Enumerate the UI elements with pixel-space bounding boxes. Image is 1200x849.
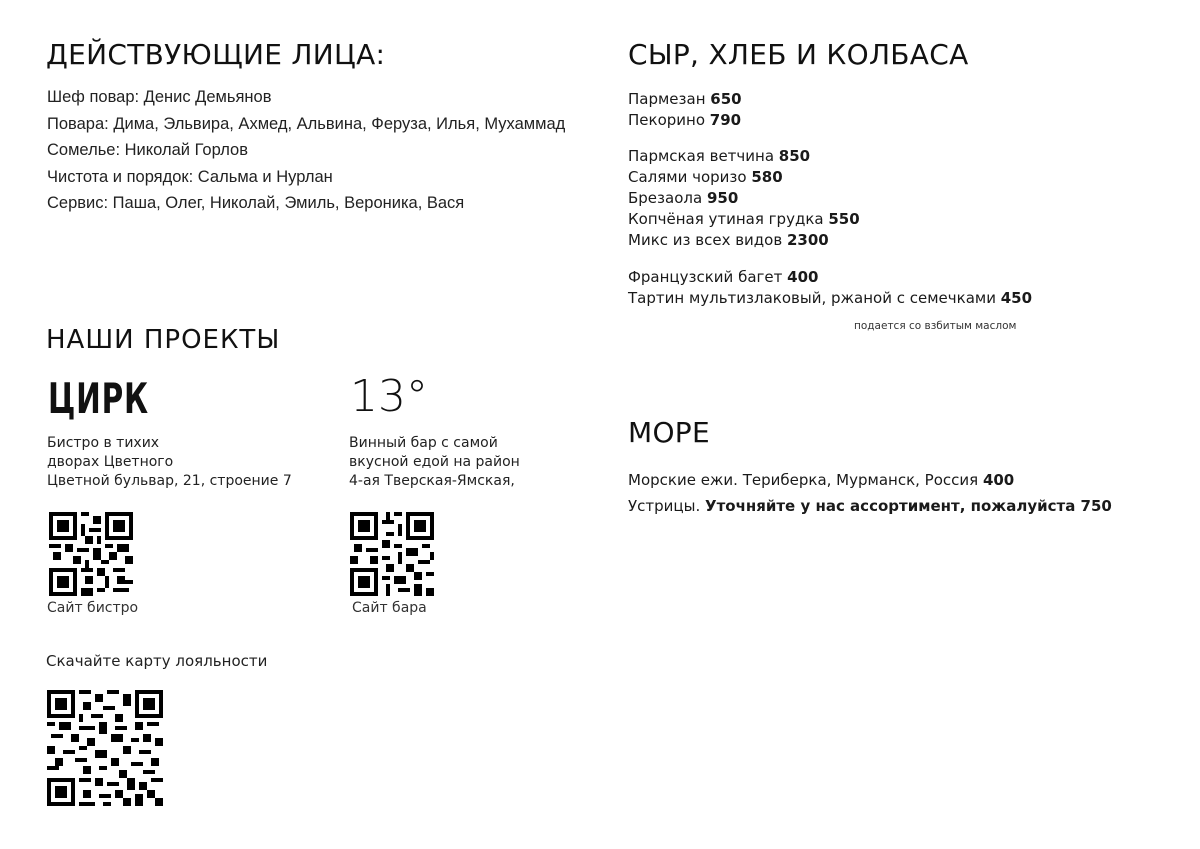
bread-note: подается со взбитым маслом [854, 320, 1017, 332]
cirk-desc-line: Бистро в тихих [47, 435, 160, 451]
menu-item: Пармезан 650 [628, 90, 742, 108]
menu-item: Брезаола 950 [628, 189, 739, 207]
cirk-logo: ЦИРК [48, 374, 149, 423]
menu-item: Копчёная утиная грудка 550 [628, 210, 860, 228]
qr-code-bar[interactable] [350, 512, 434, 596]
menu-item: Салями чоризо 580 [628, 168, 783, 186]
menu-item: Пекорино 790 [628, 111, 742, 129]
qr-code-loyalty[interactable] [47, 690, 163, 806]
cheese-group [628, 89, 742, 131]
charcuterie-group [628, 146, 860, 251]
menu-item: Пармская ветчина 850 [628, 147, 811, 165]
bread-group [628, 267, 1032, 309]
qr-caption-bistro: Сайт бистро [47, 600, 139, 616]
cheese-menu-title: СЫР, ХЛЕБ И КОЛБАСА [628, 38, 969, 71]
staff-line-sommelier: Сомелье: Николай Горлов [47, 141, 248, 159]
bar13-desc-line: вкусной едой на район [349, 454, 520, 470]
menu-item: Французский багет 400 [628, 268, 819, 286]
staff-line-chef: Шеф повар: Денис Демьянов [47, 88, 272, 106]
bar13-desc-line: Винный бар с самой [349, 435, 498, 451]
menu-item: Микс из всех видов 2300 [628, 231, 829, 249]
menu-item: Морские ежи. Териберка, Мурманск, Россия 400 [628, 471, 1015, 489]
cirk-desc-line: Цветной бульвар, 21, строение 7 [47, 473, 292, 489]
staff-line-service: Сервис: Паша, Олег, Николай, Эмиль, Вероника, Вася [47, 194, 465, 212]
projects-title: НАШИ ПРОЕКТЫ [46, 325, 281, 355]
staff-line-cooks: Повара: Дима, Эльвира, Ахмед, Альвина, Феруза, Илья, Мухаммад [47, 114, 566, 133]
menu-item: Тартин мультизлаковый, ржаной с семечками 450 [628, 289, 1033, 307]
sea-group [628, 467, 1112, 519]
bar13-desc-line: 4-ая Тверская-Ямская, [349, 473, 515, 489]
bar13-logo: 13° [350, 371, 428, 422]
staff-title: ДЕЙСТВУЮЩИЕ ЛИЦА: [46, 38, 386, 71]
loyalty-text: Скачайте карту лояльности [46, 652, 268, 670]
bar13-description [349, 434, 520, 491]
staff-line-cleaning: Чистота и порядок: Сальма и Нурлан [47, 167, 333, 186]
staff-section [46, 38, 385, 71]
staff-list [47, 84, 565, 217]
qr-caption-bar: Сайт бара [352, 600, 427, 616]
cirk-description [47, 434, 292, 491]
menu-item: Устрицы. Уточняйте у нас ассортимент, пожалуйста 750 [628, 497, 1112, 515]
sea-menu-title: МОРЕ [628, 416, 710, 449]
cirk-desc-line: дворах Цветного [47, 454, 174, 470]
qr-code-bistro[interactable] [49, 512, 133, 596]
